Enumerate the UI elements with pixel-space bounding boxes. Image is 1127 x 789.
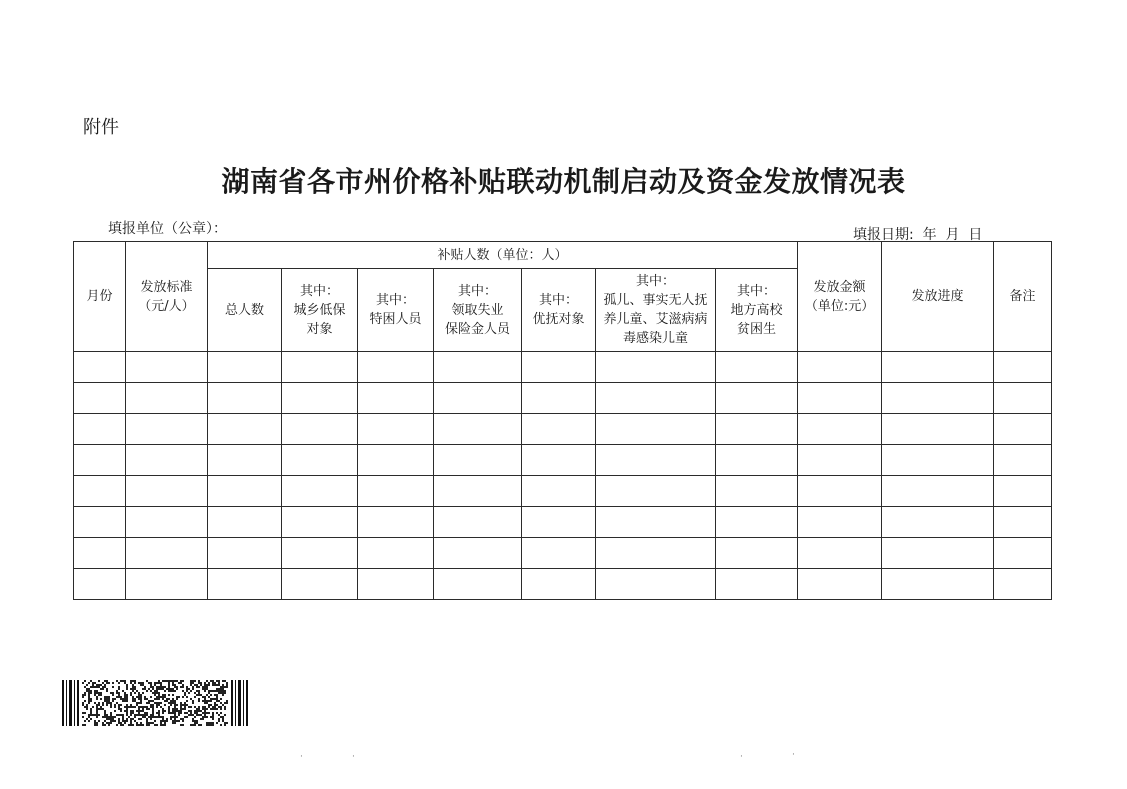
report-title: 湖南省各市州价格补贴联动机制启动及资金发放情况表 bbox=[221, 165, 906, 198]
table-cell[interactable] bbox=[208, 538, 282, 569]
table-cell[interactable] bbox=[126, 569, 208, 600]
table-cell[interactable] bbox=[994, 476, 1052, 507]
scan-speck: · bbox=[740, 752, 743, 762]
table-cell[interactable] bbox=[716, 538, 798, 569]
table-cell[interactable] bbox=[126, 538, 208, 569]
table-cell[interactable] bbox=[208, 569, 282, 600]
table-cell[interactable] bbox=[994, 352, 1052, 383]
header-progress: 发放进度 bbox=[882, 242, 994, 352]
table-cell[interactable] bbox=[358, 538, 434, 569]
table-row bbox=[74, 414, 1052, 445]
scan-speck: · bbox=[300, 752, 303, 762]
table-cell[interactable] bbox=[74, 383, 126, 414]
barcode-2d bbox=[62, 680, 248, 726]
table-cell[interactable] bbox=[208, 414, 282, 445]
table-cell[interactable] bbox=[126, 507, 208, 538]
table-cell[interactable] bbox=[716, 569, 798, 600]
table-cell[interactable] bbox=[74, 507, 126, 538]
table-cell[interactable] bbox=[434, 538, 522, 569]
table-cell[interactable] bbox=[882, 569, 994, 600]
table-cell[interactable] bbox=[798, 538, 882, 569]
table-cell[interactable] bbox=[434, 507, 522, 538]
header-gaoxiao: 其中： 地方高校 贫困生 bbox=[716, 269, 798, 352]
table-cell[interactable] bbox=[126, 383, 208, 414]
header-total: 总人数 bbox=[208, 269, 282, 352]
table-cell[interactable] bbox=[282, 414, 358, 445]
table-cell[interactable] bbox=[434, 569, 522, 600]
table-cell[interactable] bbox=[994, 507, 1052, 538]
table-cell[interactable] bbox=[798, 352, 882, 383]
table-cell[interactable] bbox=[282, 476, 358, 507]
table-cell[interactable] bbox=[74, 445, 126, 476]
table-cell[interactable] bbox=[358, 445, 434, 476]
table-cell[interactable] bbox=[596, 476, 716, 507]
table-cell[interactable] bbox=[882, 414, 994, 445]
table-cell[interactable] bbox=[208, 352, 282, 383]
table-cell[interactable] bbox=[522, 569, 596, 600]
table-cell[interactable] bbox=[522, 507, 596, 538]
fill-unit-label: 填报单位（公章）： bbox=[108, 221, 227, 237]
table-cell[interactable] bbox=[522, 538, 596, 569]
table-cell[interactable] bbox=[74, 352, 126, 383]
table-cell[interactable] bbox=[522, 445, 596, 476]
scan-speck: · bbox=[792, 750, 795, 760]
subsidy-report-table bbox=[73, 241, 1052, 600]
table-cell[interactable] bbox=[208, 383, 282, 414]
table-cell[interactable] bbox=[994, 445, 1052, 476]
table-row bbox=[74, 476, 1052, 507]
table-row bbox=[74, 569, 1052, 600]
table-cell[interactable] bbox=[798, 445, 882, 476]
table-cell[interactable] bbox=[282, 352, 358, 383]
table-cell[interactable] bbox=[74, 569, 126, 600]
table-cell[interactable] bbox=[994, 414, 1052, 445]
header-subsidy-group: 补贴人数（单位：人） bbox=[208, 242, 798, 269]
table-cell[interactable] bbox=[434, 445, 522, 476]
table-cell[interactable] bbox=[882, 352, 994, 383]
header-youfu: 其中： 优抚对象 bbox=[522, 269, 596, 352]
table-cell[interactable] bbox=[994, 569, 1052, 600]
table-cell[interactable] bbox=[434, 476, 522, 507]
table-cell[interactable] bbox=[596, 569, 716, 600]
header-amount: 发放金额 （单位:元） bbox=[798, 242, 882, 352]
table-cell[interactable] bbox=[358, 414, 434, 445]
table-cell[interactable] bbox=[716, 445, 798, 476]
table-cell[interactable] bbox=[596, 507, 716, 538]
table-cell[interactable] bbox=[434, 352, 522, 383]
table-cell[interactable] bbox=[282, 569, 358, 600]
table-cell[interactable] bbox=[716, 507, 798, 538]
table-cell[interactable] bbox=[596, 414, 716, 445]
table-cell[interactable] bbox=[282, 507, 358, 538]
table-cell[interactable] bbox=[882, 507, 994, 538]
table-cell[interactable] bbox=[522, 352, 596, 383]
header-shiye: 其中： 领取失业 保险金人员 bbox=[434, 269, 522, 352]
table-row bbox=[74, 445, 1052, 476]
table-cell[interactable] bbox=[358, 476, 434, 507]
table-cell[interactable] bbox=[994, 383, 1052, 414]
table-cell[interactable] bbox=[434, 383, 522, 414]
table-cell[interactable] bbox=[208, 445, 282, 476]
table-cell[interactable] bbox=[798, 476, 882, 507]
table-cell[interactable] bbox=[434, 414, 522, 445]
table-cell[interactable] bbox=[358, 507, 434, 538]
header-remarks: 备注 bbox=[994, 242, 1052, 352]
header-dibao: 其中： 城乡低保 对象 bbox=[282, 269, 358, 352]
table-cell[interactable] bbox=[208, 507, 282, 538]
table-row bbox=[74, 538, 1052, 569]
header-row-1 bbox=[74, 242, 1052, 269]
table-cell[interactable] bbox=[882, 445, 994, 476]
table-cell[interactable] bbox=[126, 352, 208, 383]
table-cell[interactable] bbox=[282, 445, 358, 476]
table-cell[interactable] bbox=[358, 352, 434, 383]
table-cell[interactable] bbox=[716, 352, 798, 383]
table-cell[interactable] bbox=[74, 538, 126, 569]
table-cell[interactable] bbox=[596, 445, 716, 476]
table-cell[interactable] bbox=[74, 476, 126, 507]
table-cell[interactable] bbox=[358, 569, 434, 600]
table-cell[interactable] bbox=[882, 383, 994, 414]
table-row bbox=[74, 352, 1052, 383]
table-cell[interactable] bbox=[596, 538, 716, 569]
table-cell[interactable] bbox=[798, 569, 882, 600]
table-cell[interactable] bbox=[522, 414, 596, 445]
table-cell[interactable] bbox=[282, 538, 358, 569]
header-tekun: 其中： 特困人员 bbox=[358, 269, 434, 352]
table-cell[interactable] bbox=[882, 476, 994, 507]
table-cell[interactable] bbox=[596, 352, 716, 383]
table-cell[interactable] bbox=[126, 445, 208, 476]
table-cell[interactable] bbox=[716, 383, 798, 414]
attachment-label: 附件 bbox=[83, 117, 119, 138]
table-row bbox=[74, 507, 1052, 538]
table-cell[interactable] bbox=[522, 476, 596, 507]
table-cell[interactable] bbox=[716, 476, 798, 507]
table-row bbox=[74, 383, 1052, 414]
table-cell[interactable] bbox=[798, 383, 882, 414]
table-cell[interactable] bbox=[126, 414, 208, 445]
table-cell[interactable] bbox=[282, 383, 358, 414]
table-cell[interactable] bbox=[994, 538, 1052, 569]
table-cell[interactable] bbox=[74, 414, 126, 445]
table-cell[interactable] bbox=[208, 476, 282, 507]
fill-date-label: 填报日期: 年 月 日 bbox=[853, 227, 983, 243]
table-cell[interactable] bbox=[522, 383, 596, 414]
table-cell[interactable] bbox=[716, 414, 798, 445]
table-cell[interactable] bbox=[358, 383, 434, 414]
table-cell[interactable] bbox=[596, 383, 716, 414]
table-cell[interactable] bbox=[798, 414, 882, 445]
table-cell[interactable] bbox=[126, 476, 208, 507]
header-month: 月份 bbox=[74, 242, 126, 352]
table-cell[interactable] bbox=[882, 538, 994, 569]
header-guer: 其中： 孤儿、事实无人抚 养儿童、艾滋病病 毒感染儿童 bbox=[596, 269, 716, 352]
scan-speck: · bbox=[352, 752, 355, 762]
header-standard: 发放标准 （元/人） bbox=[126, 242, 208, 352]
table-cell[interactable] bbox=[798, 507, 882, 538]
